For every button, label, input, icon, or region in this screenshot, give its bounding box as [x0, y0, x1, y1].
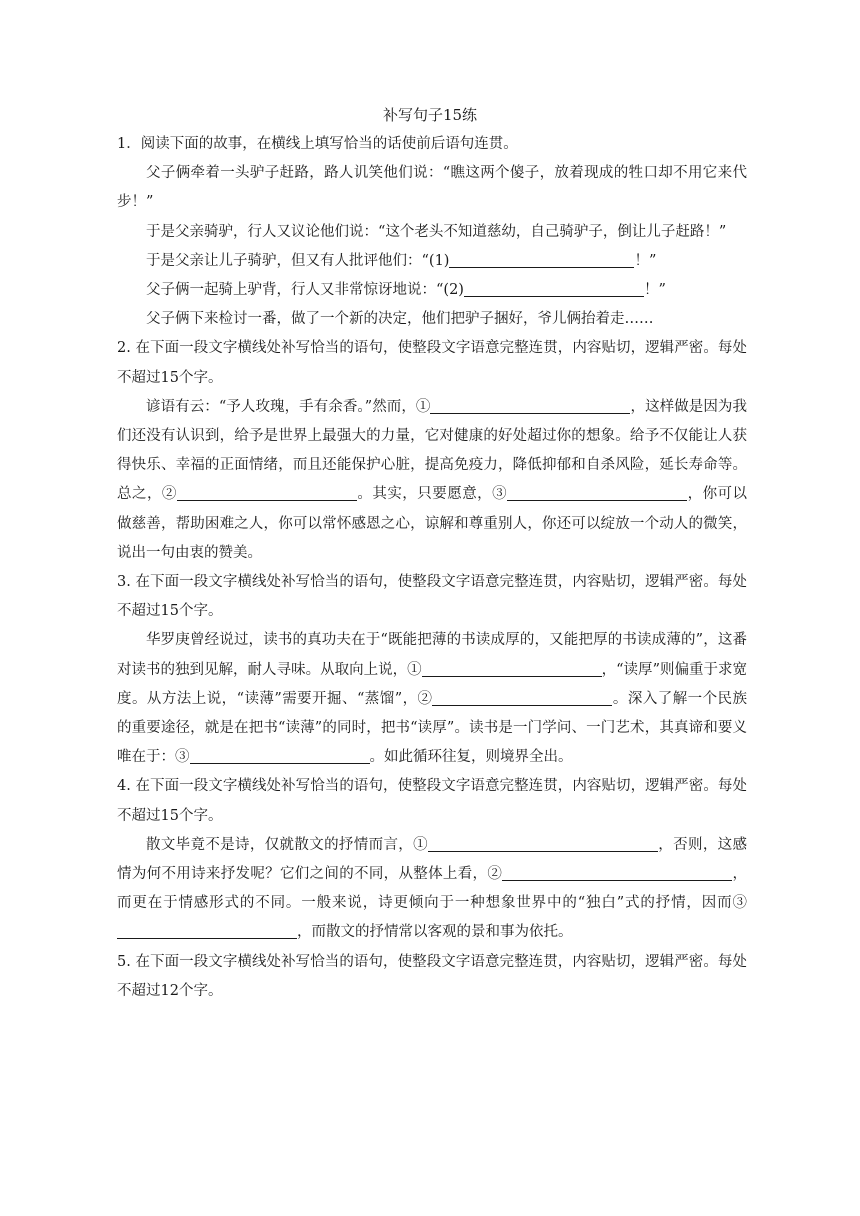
- question-2-prompt: 2. 在下面一段文字横线处补写恰当的语句，使整段文字语意完整连贯，内容贴切，逻辑严密。每处不超过15个字。: [117, 340, 747, 386]
- question-1-story-p5: 父子俩下来检讨一番，做了一个新的决定，他们把驴子捆好，爷儿俩抬着走……: [146, 311, 654, 328]
- question-1-p3-end: ！”: [634, 252, 657, 269]
- question-5-prompt: 5. 在下面一段文字横线处补写恰当的语句，使整段文字语意完整连贯，内容贴切，逻辑严密。每处不超过12个字。: [117, 953, 747, 999]
- answer-blank-q2-3[interactable]: [507, 484, 687, 501]
- answer-blank-q2-1[interactable]: [430, 397, 630, 414]
- question-4-text-1: 散文毕竟不是诗，仅就散文的抒情而言，①: [146, 836, 428, 853]
- answer-blank-q2-2[interactable]: [177, 484, 357, 501]
- question-1-p3-text: 于是父亲让儿子骑驴，但又有人批评他们：“(1): [146, 252, 450, 269]
- page-title: 补写句子15练: [382, 106, 478, 124]
- question-1-p4-text: 父子俩一起骑上驴背，行人又非常惊讶地说：“(2): [146, 282, 464, 299]
- question-2-text-4: ，你可以做慈善，帮助困难之人，你可以常怀感恩之心，谅解和尊重别人，你还可以绽放一个动人的微笑，说出一句由衷的赞美。: [117, 486, 748, 561]
- question-2-text-2: ，这样做是因为我们还没有认识到，给予是世界上最强大的力量，它对健康的好处超过你的想象。给予不仅能让人获得快乐、幸福的正面情绪，而且还能保护心脏，提高免疫力，降低抑郁和自杀风险，延长寿命等。总之，②: [117, 398, 747, 503]
- document-body: [117, 130, 747, 1006]
- answer-blank-q4-1[interactable]: [428, 835, 658, 852]
- question-4-passage: [117, 831, 747, 948]
- question-4-prompt: 4. 在下面一段文字横线处补写恰当的语句，使整段文字语意完整连贯，内容贴切，逻辑严密。每处不超过15个字。: [117, 778, 747, 824]
- answer-blank-q3-3[interactable]: [190, 747, 370, 764]
- question-2-passage: [117, 393, 747, 568]
- question-3-text-4: 。如此循环往复，则境界全出。: [369, 749, 573, 766]
- question-1-story-p3: [117, 247, 747, 276]
- answer-blank-q4-3[interactable]: [117, 922, 297, 939]
- question-1-story-p2: 于是父亲骑驴，行人又议论他们说：“这个老头不知道慈幼，自己骑驴子，倒让儿子赶路！”: [146, 223, 727, 240]
- question-4-text-3: ，而更在于情感形式的不同。一般来说，诗更倾向于一种想象世界中的“独白”式的抒情，因而③: [117, 866, 748, 912]
- question-3-text-2: ，“读厚”则偏重于求宽度。从方法上说，“读薄”需要开掘、“蒸馏”，②: [117, 661, 748, 707]
- question-1-story-p1: 父子俩牵着一头驴子赶路，路人讥笑他们说：“瞧这两个傻子，放着现成的牲口却不用它来代步！”: [117, 165, 747, 211]
- answer-blank-q3-2[interactable]: [432, 689, 612, 706]
- answer-blank-q4-2[interactable]: [502, 864, 732, 881]
- question-1-prompt: 1．阅读下面的故事，在横线上填写恰当的话使前后语句连贯。: [117, 136, 518, 152]
- answer-blank-1[interactable]: [449, 251, 634, 268]
- question-2-text-1: 谚语有云：“予人玫瑰，手有余香。”然而，①: [146, 398, 431, 415]
- answer-blank-2[interactable]: [464, 280, 644, 297]
- question-4-text-4: ，而散文的抒情常以客观的景和事为依托。: [297, 924, 573, 941]
- question-2-text-3: 。其实，只要愿意，③: [356, 486, 508, 503]
- question-3-prompt: 3. 在下面一段文字横线处补写恰当的语句，使整段文字语意完整连贯，内容贴切，逻辑严密。每处不超过15个字。: [117, 574, 747, 620]
- question-3-text-1: 华罗庚曾经说过，读书的真功夫在于“既能把薄的书读成厚的，又能把厚的书读成薄的”，这番对读书的独到见解，耐人寻味。从取向上说，①: [117, 632, 747, 678]
- question-3-text-3: 。深入了解一个民族的重要途径，就是在把书“读薄”的同时，把书“读厚”。读书是一门学问、一门艺术，其真谛和要义唯在于：③: [117, 690, 748, 766]
- question-1-p4-end: ！”: [643, 282, 666, 299]
- question-1-story-p4: [117, 276, 747, 305]
- question-3-passage: [117, 626, 747, 772]
- question-4-text-2: ，否则，这感情为何不用诗来抒发呢？它们之间的不同，从整体上看，②: [117, 836, 748, 883]
- answer-blank-q3-1[interactable]: [422, 660, 602, 677]
